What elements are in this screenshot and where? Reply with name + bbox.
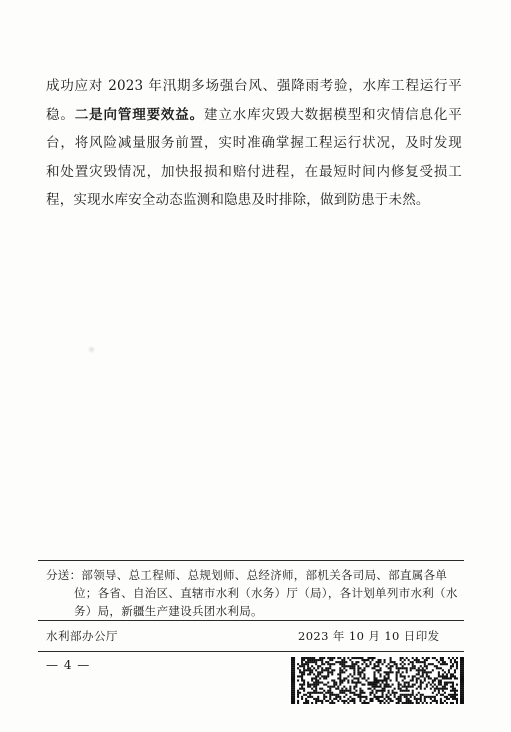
issuer-name: 水利部办公厅 <box>46 629 118 643</box>
distribution-line: 位；各省、自治区、直辖市水利（水务）厅（局），各计划单列市水利（水 <box>74 586 458 600</box>
distribution-list <box>46 566 458 620</box>
paragraph-line-rest: 建立水库灾毁大数据模型和灾情信息化平 <box>204 106 462 123</box>
distribution-line: 务）局，新疆生产建设兵团水利局。 <box>74 604 263 618</box>
paragraph-line: 程，实现水库安全动态监测和隐患及时排除，做到防患于未然。 <box>46 192 430 208</box>
bottom-rule <box>38 651 464 652</box>
scan-speck <box>88 345 95 354</box>
issue-date: 2023 年 10 月 10 日印发 <box>298 629 440 643</box>
paragraph-line: 台，将风险减量服务前置，实时准确掌握工程运行状况，及时发现 <box>46 135 462 151</box>
middle-rule <box>38 620 464 621</box>
distribution-line: 分送：部领导、总工程师、总规划师、总经济师，部机关各司局、部直属各单 <box>46 568 448 582</box>
bold-heading: 二是向管理要效益。 <box>74 106 205 123</box>
barcode-icon <box>291 657 464 704</box>
paragraph-line: 成功应对 2023 年汛期多场强台风、强降雨考验，水库工程运行平 <box>46 78 462 94</box>
paragraph-line: 和处置灾毁情况，加快报损和赔付进程，在最短时间内修复受损工 <box>46 163 462 180</box>
paragraph-line <box>46 101 462 130</box>
top-rule <box>38 560 464 561</box>
body-paragraph <box>46 72 462 215</box>
paragraph-line-start: 稳。 <box>46 106 75 123</box>
page-number: — 4 — <box>46 658 91 672</box>
